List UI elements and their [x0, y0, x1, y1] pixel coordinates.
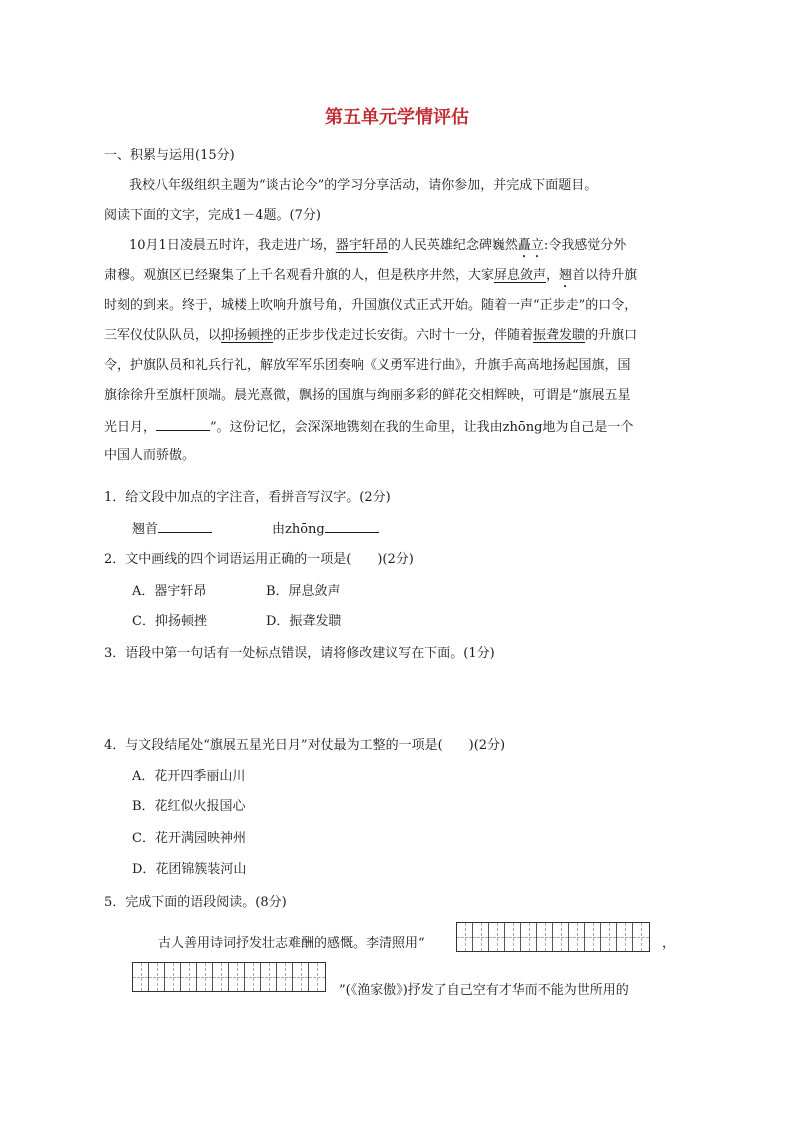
q2-option-d[interactable]: D．振聋发聩: [266, 614, 342, 629]
question-3: 3．语段中第一句话有一处标点错误，请将修改建议写在下面。(1分): [104, 646, 495, 661]
q4-option-b[interactable]: B．花红似火报国心: [132, 799, 246, 814]
fill-blank[interactable]: [156, 416, 210, 431]
q4-option-d[interactable]: D．花团锦簇装河山: [132, 862, 247, 877]
q2-option-c[interactable]: C．抑扬顿挫: [132, 614, 207, 629]
question-2: 2．文中画线的四个词语运用正确的一项是( )(2分): [104, 552, 414, 567]
dotted-word: 矗立: [517, 238, 544, 253]
passage-line-4: 三军仪仗队队员，以抑扬顿挫的正步步伐走过长安街。六时十一分，伴随着振聋发聩的升旗口: [104, 328, 638, 343]
section-heading: 一、积累与运用(15分): [104, 148, 235, 163]
underlined-word: 器宇轩昂: [335, 238, 388, 253]
q5-line-2: ”(《渔家傲》)抒发了自己空有才华而不能为世所用的: [339, 983, 629, 998]
passage-line-2: 肃穆。观旗区已经聚集了上千名观看升旗的人，但是秩序井然，大家屏息敛声，翘首以待升旗: [104, 268, 638, 283]
underlined-word: 抑扬顿挫: [221, 328, 274, 343]
passage-line-5: 令，护旗队员和礼兵行礼，解放军军乐团奏响《义勇军进行曲》，升旗手高高地扬起国旗，国: [104, 358, 631, 373]
q2-option-b[interactable]: B．屏息敛声: [266, 584, 341, 599]
answer-grid-1[interactable]: [456, 922, 650, 952]
answer-grid-2[interactable]: [132, 962, 326, 992]
passage-line-8: 中国人而骄傲。: [104, 448, 196, 463]
underlined-word: 振聋发聩: [533, 328, 586, 343]
q5-line-1: 古人善用诗词抒发壮志难酬的感慨。李清照用“: [158, 936, 425, 951]
q1-item-a: 翘首: [132, 518, 212, 540]
passage-line-6: 旗徐徐升至旗杆顶端。晨光熹微，飘扬的国旗与绚丽多彩的鲜花交相辉映，可谓是“旗展五星: [104, 388, 631, 403]
passage-line-3: 时刻的到来。终于，城楼上吹响升旗号角，升国旗仪式正式开始。随着一声“正步走”的口令，: [104, 298, 638, 313]
reading-instruction: 阅读下面的文字，完成1－4题。(7分): [104, 208, 321, 223]
question-4: 4．与文段结尾处“旗展五星光日月”对仗最为工整的一项是( )(2分): [104, 738, 506, 753]
q2-option-a[interactable]: A．器宇轩昂: [132, 584, 207, 599]
answer-blank[interactable]: [325, 518, 379, 533]
q5-comma: ，: [662, 936, 676, 951]
question-1: 1．给文段中加点的字注音，看拼音写汉字。(2分): [104, 490, 391, 505]
question-5: 5．完成下面的语段阅读。(8分): [104, 895, 287, 910]
underlined-word: 屏息敛声: [494, 268, 547, 283]
q4-option-a[interactable]: A．花开四季丽山川: [132, 769, 246, 784]
passage-line-1: 10月1日凌晨五时许，我走进广场，器宇轩昂的人民英雄纪念碑巍然矗立:令我感觉分外: [129, 238, 627, 253]
q4-option-c[interactable]: C．花开满园映神州: [132, 831, 246, 846]
intro-text: 我校八年级组织主题为“谈古论今”的学习分享活动，请你参加，并完成下面题目。: [129, 178, 598, 193]
dotted-word: 翘: [559, 268, 573, 283]
q1-item-b: 由zhōng: [272, 518, 379, 540]
answer-blank[interactable]: [158, 518, 212, 533]
page-title: 第五单元学情评估: [325, 107, 469, 128]
passage-line-7: 光日月， ”。这份记忆，会深深地镌刻在我的生命里，让我由zhōng地为自己是一个: [104, 416, 633, 438]
